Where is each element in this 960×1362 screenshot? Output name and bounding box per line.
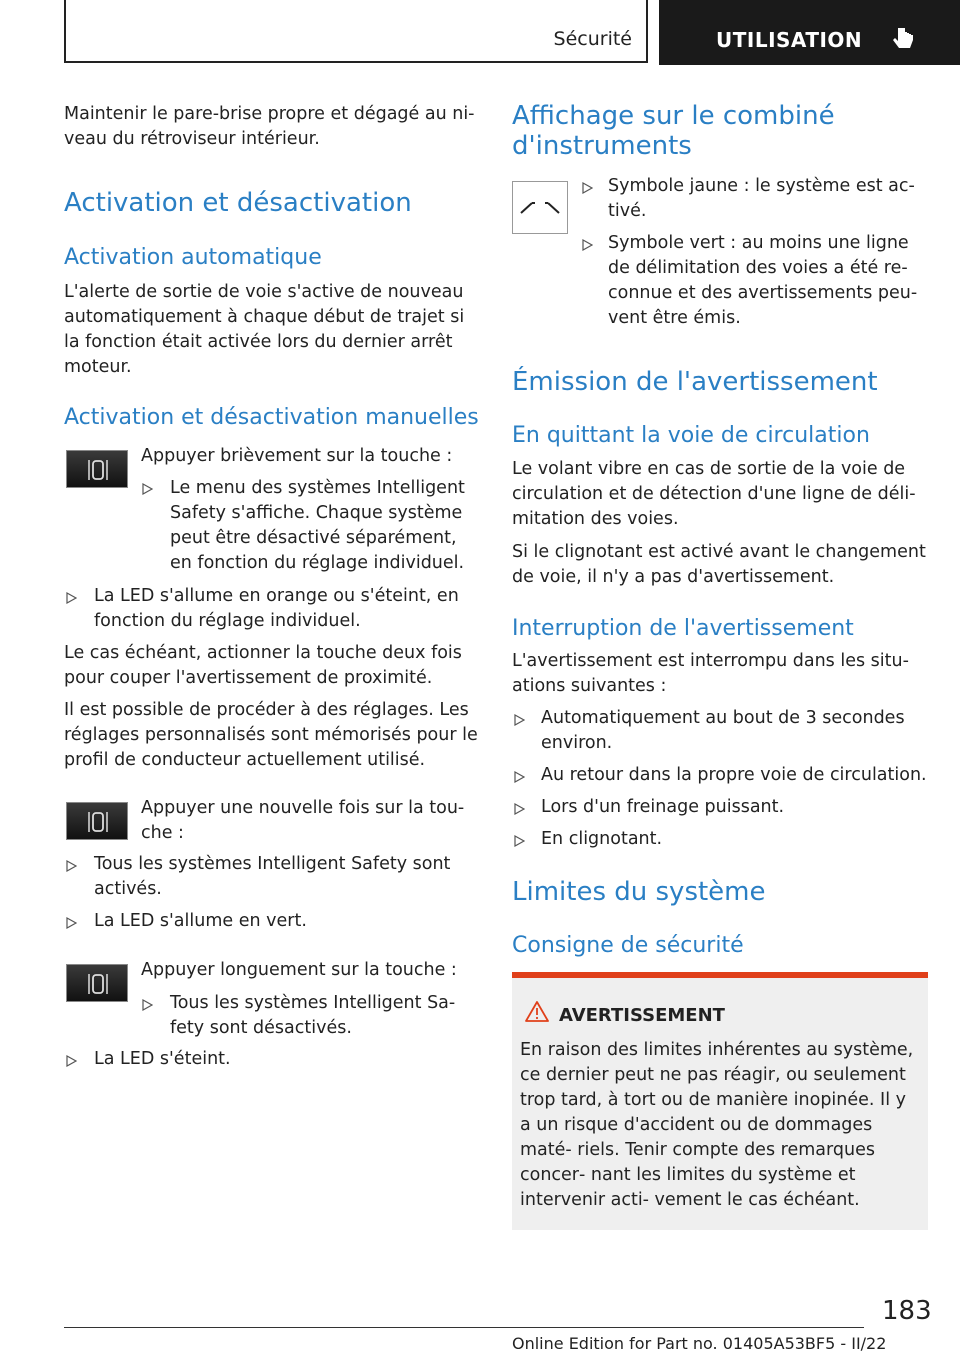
- heading-safety-notice: Consigne de sécurité: [512, 933, 744, 958]
- led-green-item: La LED s'allume en vert.: [94, 911, 307, 931]
- heading-cluster-display: Affichage sur le combiné d'instruments: [512, 101, 835, 161]
- warning-title: AVERTISSEMENT: [559, 1005, 725, 1026]
- yellow-symbol-item: Symbole jaune : le système est ac‐ tivé.: [608, 176, 915, 221]
- safety-button-image: [66, 450, 128, 488]
- heading-automatic-activation: Activation automatique: [64, 245, 322, 270]
- led-off-item: La LED s'éteint.: [94, 1049, 231, 1069]
- header-chapter-tab: [659, 0, 960, 65]
- lane-lines-icon: [513, 182, 567, 233]
- car-lane-icon: [88, 972, 108, 996]
- car-lane-icon: [88, 458, 108, 482]
- all-activated-item: Tous les systèmes Intelligent Safety sont activés.: [94, 854, 451, 899]
- safety-button-image: [66, 964, 128, 1002]
- led-orange-item: La LED s'allume en orange ou s'éteint, en fonction du réglage individuel.: [94, 586, 459, 631]
- bullet-icon: [514, 714, 525, 726]
- press-short-item: Le menu des systèmes Intelligent Safety s'affiche. Chaque système peut être désactivé séparément, en fonction du réglage individuel.: [170, 478, 465, 573]
- header-chapter-title: UTILISATION: [716, 28, 863, 52]
- bullet-icon: [582, 182, 593, 194]
- warning-triangle-icon: [525, 1001, 549, 1022]
- bullet-icon: [66, 1055, 77, 1067]
- settings-text: Il est possible de procéder à des réglages. Les réglages personnalisés sont mémorisés pour le profil de conducteur actuellement utilisé.: [64, 700, 478, 770]
- press-again-text: Appuyer une nouvelle fois sur la tou‐ che :: [141, 798, 465, 843]
- safety-button-image: [66, 802, 128, 840]
- interrupt-item-braking: Lors d'un freinage puissant.: [541, 797, 785, 817]
- press-twice-text: Le cas échéant, actionner la touche deux fois pour couper l'avertissement de proximité.: [64, 643, 462, 688]
- heading-warning-issue: Émission de l'avertissement: [512, 367, 878, 397]
- lane-departure-symbol-image: [512, 181, 568, 234]
- bullet-icon: [142, 483, 153, 495]
- automatic-activation-text: L'alerte de sortie de voie s'active de nouveau automatiquement à chaque début de trajet si la fonction était activée lors du dernier arrêt moteur.: [64, 282, 465, 377]
- footer-divider: [64, 1327, 864, 1328]
- leaving-lane-text: Le volant vibre en cas de sortie de la voie de circulation et de détection d'une ligne de déli‐ mitation des voies.: [512, 459, 916, 529]
- heading-system-limits: Limites du système: [512, 877, 766, 907]
- page-number: 183: [882, 1296, 932, 1326]
- bullet-icon: [66, 917, 77, 929]
- heading-activation: Activation et désactivation: [64, 188, 412, 218]
- press-long-text: Appuyer longuement sur la touche :: [141, 960, 457, 980]
- interrupt-item-timeout: Automatiquement au bout de 3 secondes environ.: [541, 708, 905, 753]
- bullet-icon: [514, 803, 525, 815]
- warning-box: [512, 972, 928, 1230]
- turn-signal-text: Si le clignotant est activé avant le changement de voie, il n'y a pas d'avertissement.: [512, 542, 926, 587]
- car-lane-icon: [88, 810, 108, 834]
- bullet-icon: [514, 771, 525, 783]
- heading-interruption: Interruption de l'avertissement: [512, 616, 854, 641]
- heading-manual-activation: Activation et désactivation manuelles: [64, 405, 479, 430]
- bullet-icon: [66, 860, 77, 872]
- bullet-icon: [582, 239, 593, 251]
- bullet-icon: [514, 835, 525, 847]
- footer-edition-text: Online Edition for Part no. 01405A53BF5 - II/22: [512, 1334, 887, 1353]
- all-deactivated-item: Tous les systèmes Intelligent Sa‐ fety sont désactivés.: [170, 993, 456, 1038]
- interrupt-item-signaling: En clignotant.: [541, 829, 663, 849]
- press-short-text: Appuyer brièvement sur la touche :: [141, 446, 453, 466]
- warning-text: En raison des limites inhérentes au système, ce dernier peut ne pas réagir, ou seulement trop tard, à tort ou de manière inopinée. Il y a un risque d'accident ou de dommages maté‐ riels. Tenir compte des remarques concer‐ nant les limites du système et intervenir acti‐ vement le cas échéant.: [520, 1040, 914, 1210]
- interruption-text: L'avertissement est interrompu dans les situ‐ ations suivantes :: [512, 651, 909, 696]
- bullet-icon: [66, 592, 77, 604]
- pointing-hand-icon: [892, 26, 916, 52]
- interrupt-item-return: Au retour dans la propre voie de circulation.: [541, 765, 927, 785]
- heading-leaving-lane: En quittant la voie de circulation: [512, 423, 870, 448]
- header-section-title: Sécurité: [553, 28, 632, 50]
- bullet-icon: [142, 999, 153, 1011]
- header-section-box: [64, 0, 648, 63]
- intro-paragraph: Maintenir le pare-brise propre et dégagé au ni‐ veau du rétroviseur intérieur.: [64, 104, 475, 149]
- green-symbol-item: Symbole vert : au moins une ligne de délimitation des voies a été re‐ connue et des avertissements peu‐ vent être émis.: [608, 233, 918, 328]
